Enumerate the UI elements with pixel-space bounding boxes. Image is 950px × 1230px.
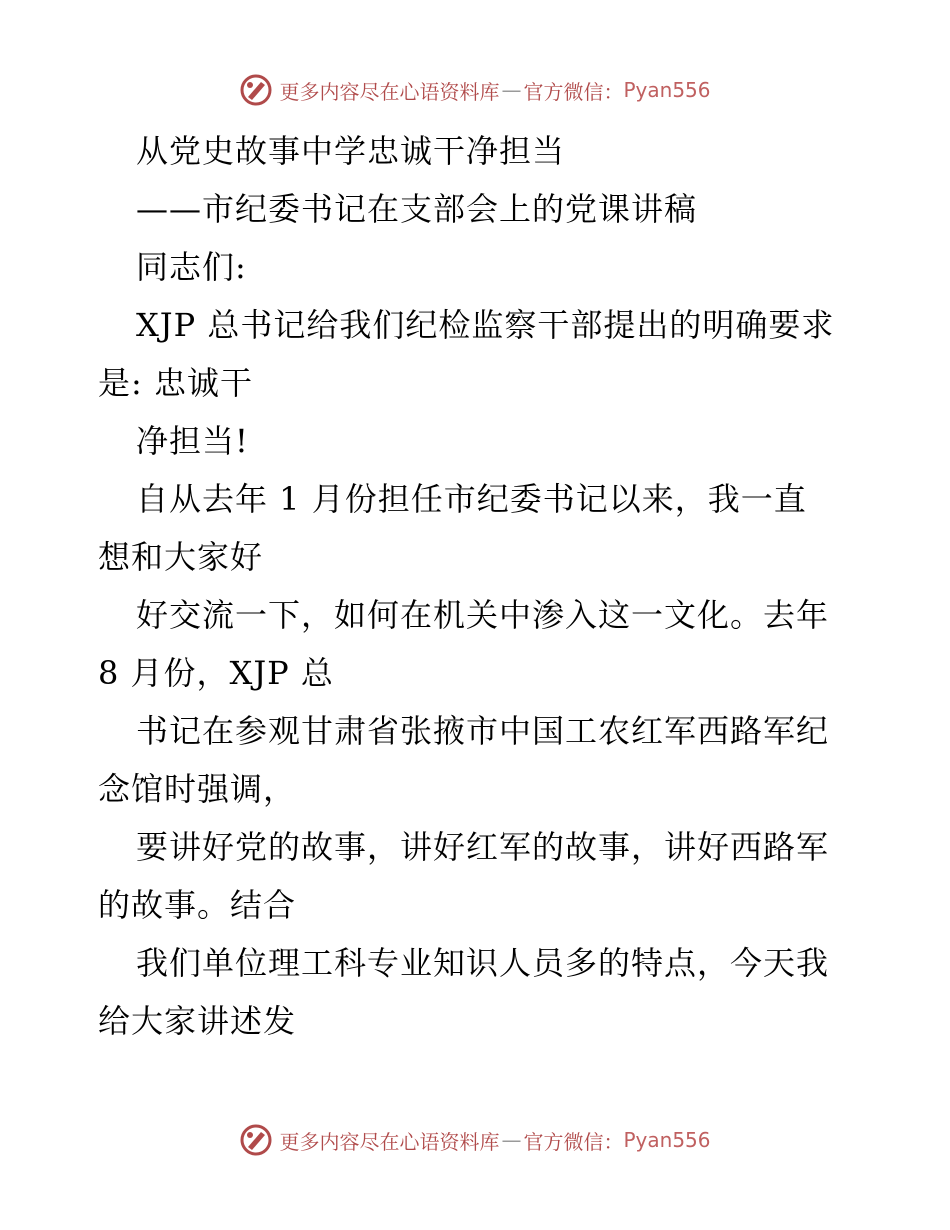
document-line: 给大家讲述发: [98, 1002, 297, 1040]
document-line: 要讲好党的故事，讲好红军的故事，讲好西路军: [136, 828, 830, 866]
document-line: 自从去年 1 月份担任市纪委书记以来，我一直: [136, 480, 807, 518]
document-line: XJP 总书记给我们纪检监察干部提出的明确要求: [136, 306, 835, 344]
watermark-brand: 更多内容尽在心语资料库: [279, 1129, 500, 1154]
watermark-wechat-id: Pyan556: [623, 1128, 711, 1152]
brand-logo-icon: [239, 1123, 273, 1157]
document-body: [98, 122, 858, 1050]
watermark-wechat-id: Pyan556: [623, 78, 711, 102]
footer-watermark: [0, 1120, 950, 1160]
watermark-separator: —: [501, 78, 522, 102]
document-line: ——市纪委书记在支部会上的党课讲稿: [136, 190, 698, 228]
document-line: 同志们:: [136, 248, 247, 286]
watermark-label: 官方微信：: [523, 79, 624, 104]
document-line: 好交流一下，如何在机关中渗入这一文化。去年: [136, 596, 830, 634]
header-watermark: [0, 70, 950, 110]
watermark-label: 官方微信：: [523, 1129, 624, 1154]
document-line: 的故事。结合: [98, 886, 297, 924]
watermark-separator: —: [501, 1128, 522, 1152]
brand-logo-icon: [239, 73, 273, 107]
document-line: 是: 忠诚干: [98, 364, 253, 402]
document-line: 念馆时强调，: [98, 770, 297, 808]
document-line: 想和大家好: [98, 538, 264, 576]
document-line: 8 月份，XJP 总: [98, 654, 334, 692]
document-line: 从党史故事中学忠诚干净担当: [136, 132, 566, 170]
document-line: 书记在参观甘肃省张掖市中国工农红军西路军纪: [136, 712, 830, 750]
watermark-brand: 更多内容尽在心语资料库: [279, 79, 500, 104]
document-line: 净担当!: [136, 422, 249, 460]
document-line: 我们单位理工科专业知识人员多的特点，今天我: [136, 944, 830, 982]
